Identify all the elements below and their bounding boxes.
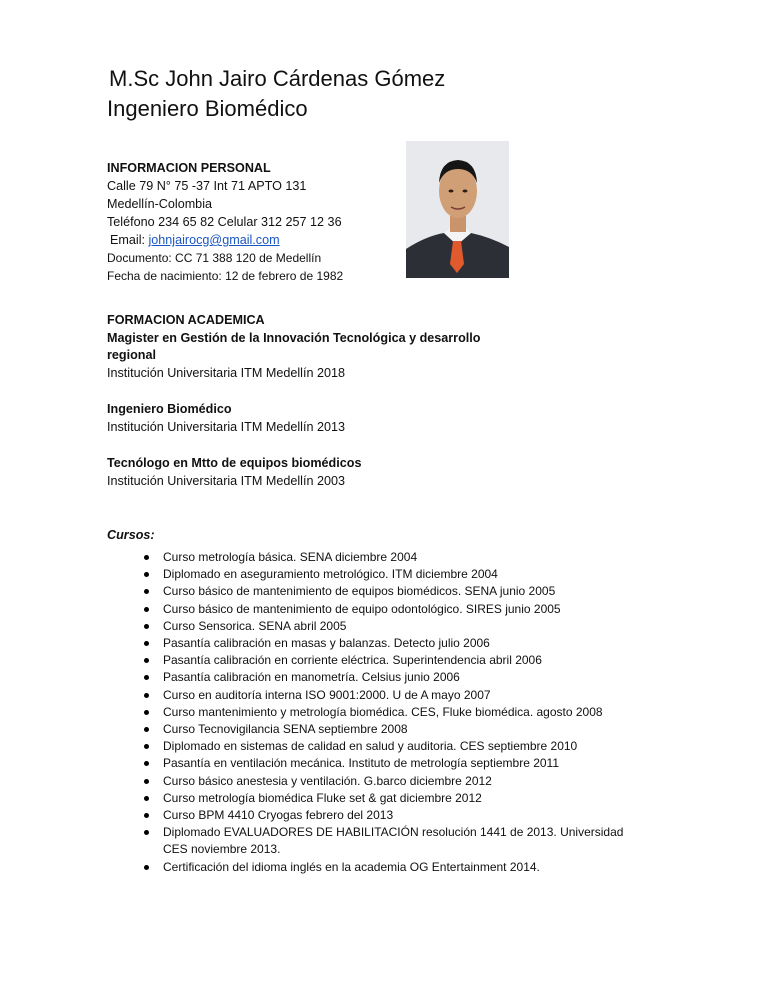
degree-title: Magister en Gestión de la Innovación Tecnológica y desarrollo regional: [107, 330, 481, 362]
degree-entry: [107, 330, 487, 383]
city-line: Medellín-Colombia: [107, 197, 212, 211]
list-item: Diplomado EVALUADORES DE HABILITACIÓN resolución 1441 de 2013. Universidad CES noviembre 2013.: [136, 824, 636, 858]
list-item: Curso BPM 4410 Cryogas febrero del 2013: [136, 807, 636, 824]
list-item: Curso Tecnovigilancia SENA septiembre 2008: [136, 721, 636, 738]
list-item: Certificación del idioma inglés en la academia OG Entertainment 2014.: [136, 859, 636, 876]
personal-info-heading: INFORMACION PERSONAL: [107, 161, 271, 175]
list-item: Curso en auditoría interna ISO 9001:2000. U de A mayo 2007: [136, 687, 636, 704]
degree-title: Tecnólogo en Mtto de equipos biomédicos: [107, 456, 362, 470]
document-line: Documento: CC 71 388 120 de Medellín: [107, 251, 322, 265]
list-item: Curso metrología biomédica Fluke set & gat diciembre 2012: [136, 790, 636, 807]
list-item: Curso Sensorica. SENA abril 2005: [136, 618, 636, 635]
degree-institution: Institución Universitaria ITM Medellín 2013: [107, 419, 345, 434]
courses-list: [136, 549, 636, 876]
list-item: Pasantía calibración en masas y balanzas. Detecto julio 2006: [136, 635, 636, 652]
degree-institution: Institución Universitaria ITM Medellín 2018: [107, 365, 345, 380]
list-item: Diplomado en aseguramiento metrológico. ITM diciembre 2004: [136, 566, 636, 583]
degree-title: Ingeniero Biomédico: [107, 402, 232, 416]
list-item: Curso básico de mantenimiento de equipos biomédicos. SENA junio 2005: [136, 583, 636, 600]
list-item: Curso básico anestesia y ventilación. G.barco diciembre 2012: [136, 773, 636, 790]
birth-date-line: Fecha de nacimiento: 12 de febrero de 1982: [107, 269, 344, 283]
degree-institution: Institución Universitaria ITM Medellín 2003: [107, 473, 345, 488]
person-name: M.Sc John Jairo Cárdenas Gómez: [109, 66, 446, 91]
list-item: Pasantía calibración en corriente eléctrica. Superintendencia abril 2006: [136, 652, 636, 669]
phone-line: Teléfono 234 65 82 Celular 312 257 12 36: [107, 215, 342, 229]
list-item: Pasantía calibración en manometría. Celsius junio 2006: [136, 669, 636, 686]
academic-section: [107, 312, 487, 509]
degree-entry: [107, 455, 487, 490]
list-item: Diplomado en sistemas de calidad en salud y auditoria. CES septiembre 2010: [136, 738, 636, 755]
list-item: Curso metrología básica. SENA diciembre 2004: [136, 549, 636, 566]
degree-entry: [107, 401, 487, 436]
list-item: Pasantía en ventilación mecánica. Instituto de metrología septiembre 2011: [136, 755, 636, 772]
email-label: Email:: [110, 233, 145, 247]
personal-info-section: [107, 159, 343, 285]
list-item: Curso mantenimiento y metrología biomédica. CES, Fluke biomédica. agosto 2008: [136, 704, 636, 721]
professional-title: Ingeniero Biomédico: [107, 96, 308, 121]
email-line: [107, 231, 343, 249]
address-line: Calle 79 N° 75 -37 Int 71 APTO 131: [107, 179, 307, 193]
email-link[interactable]: johnjairocg@gmail.com: [148, 233, 280, 247]
academic-heading: FORMACION ACADEMICA: [107, 313, 265, 327]
profile-photo: [406, 141, 509, 278]
list-item: Curso básico de mantenimiento de equipo odontológico. SIRES junio 2005: [136, 601, 636, 618]
courses-heading: Cursos:: [107, 528, 155, 542]
